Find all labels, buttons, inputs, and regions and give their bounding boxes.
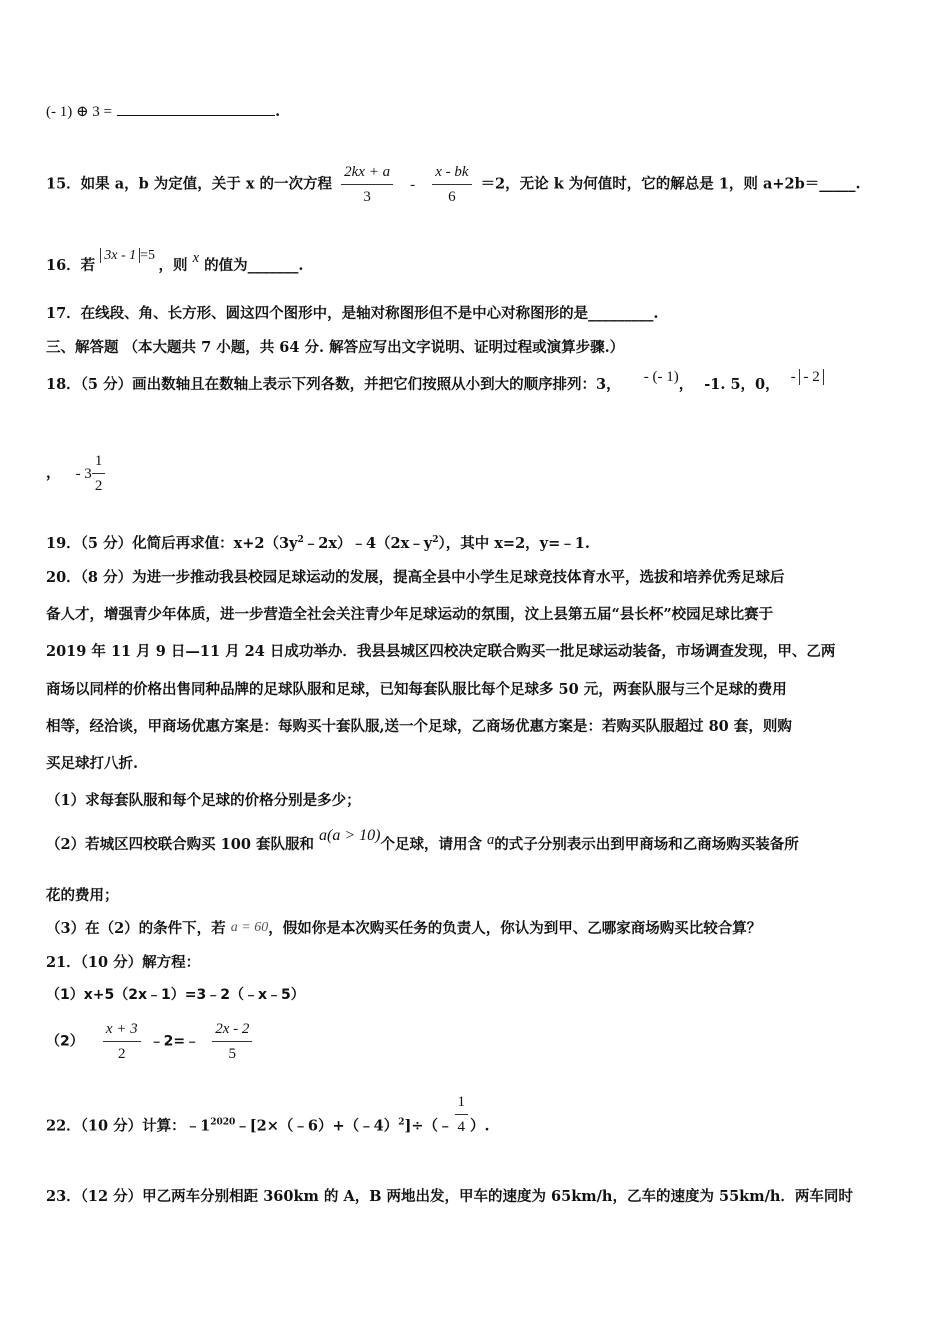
q18-line xyxy=(46,369,824,395)
q21-equation-2 xyxy=(46,1019,256,1064)
q21-e2-middle: ﹣2=﹣ xyxy=(149,1033,200,1050)
q20-p2-b: 个足球，请用含 xyxy=(380,836,482,853)
section-3-heading: 三、解答题 （本大题共 7 小题，共 64 分. 解答应写出文字说明、证明过程或演算步骤.） xyxy=(46,339,625,356)
q22-part-c: ]÷（﹣ xyxy=(404,1117,453,1135)
q15-frac1-denominator: 3 xyxy=(363,189,371,205)
q16-prefix: 16．若 xyxy=(46,257,96,274)
q21-e2-label: （2） xyxy=(46,1033,84,1050)
q16-equation xyxy=(100,248,158,263)
q19-part-b: ﹣2x）﹣4（2x﹣y xyxy=(303,535,433,552)
q18-line2-comma: ， xyxy=(46,464,61,482)
q16-line xyxy=(46,248,304,277)
q15-fraction-1 xyxy=(341,162,393,207)
q18-line-2 xyxy=(46,451,109,496)
q20-p2-expression: a(a > 10) xyxy=(319,827,381,844)
q20-p3-expression: a = 60 xyxy=(230,920,269,935)
q18-mid: -1. 5，0， xyxy=(704,376,780,393)
q19-sup-2: 2 xyxy=(432,535,439,546)
q22-frac-numerator: 1 xyxy=(455,1092,469,1115)
q15-suffix: ＝2，无论 k 为何值时，它的解总是 1，则 a+2b＝_____. xyxy=(480,175,861,193)
q19-sup-1: 2 xyxy=(297,535,304,546)
q18-mixed-number-fraction xyxy=(92,451,106,496)
q20-p3-a: （3）在（2）的条件下，若 xyxy=(46,920,226,937)
q21-e2-f1-numerator: x + 3 xyxy=(103,1019,141,1042)
q20-line-3: 2019 年 11 月 9 日—11 月 24 日成功举办．我县县城区四校决定联合购买一批足球运动装备，市场调查发现，甲、乙两 xyxy=(46,643,836,660)
q21-equation-1: （1）x+5（2x﹣1）=3﹣2（﹣x﹣5） xyxy=(46,987,305,1003)
q17-line: 17．在线段、角、长方形、圆这四个图形中，是轴对称图形但不是中心对称图形的是_________. xyxy=(46,305,659,322)
q21-e2-f1-denominator: 2 xyxy=(117,1046,126,1062)
q16-mid: ，则 xyxy=(158,257,188,274)
q20-line-2: 备人才，增强青少年体质，进一步营造全社会关注青少年足球运动的氛围，汶上县第五届“县长杯”校园足球比赛于 xyxy=(46,606,774,623)
q15-frac1-numerator: 2kx + a xyxy=(341,162,393,185)
q15-frac2-numerator: x - bk xyxy=(432,162,471,185)
q20-line-6: 买足球打八折. xyxy=(46,755,139,772)
q18-item-neg-abs xyxy=(791,369,824,385)
q14-tail-line xyxy=(46,101,280,122)
q14-end: . xyxy=(275,103,281,120)
q21-title: 21．（10 分）解方程： xyxy=(46,954,201,971)
q22-part-b: ﹣[2×（﹣6）+（﹣4） xyxy=(235,1117,399,1135)
q18-text: 18．（5 分）画出数轴且在数轴上表示下列各数，并把它们按照从小到大的顺序排列：3， xyxy=(46,376,621,393)
q16-abs-rest: =5 xyxy=(140,248,156,263)
q21-e2-f2-numerator: 2x - 2 xyxy=(212,1019,252,1042)
q21-e2-fraction-2 xyxy=(212,1019,252,1064)
q20-part-2-line-2: 花的费用； xyxy=(46,887,119,904)
q20-p3-b: ，假如你是本次购买任务的负责人，你认为到甲、乙哪家商场购买比较合算？ xyxy=(268,920,762,937)
q18-neg-sign: - xyxy=(790,369,796,385)
q22-line xyxy=(46,1094,490,1149)
q15-minus: - xyxy=(410,176,416,193)
q16-suffix: 的值为_______. xyxy=(204,257,304,274)
q21-e2-fraction-1 xyxy=(103,1019,141,1064)
q20-part-1: （1）求每套队服和每个足球的价格分别是多少； xyxy=(46,792,361,809)
q20-p2-a: （2）若城区四校联合购买 100 套队服和 xyxy=(46,836,314,853)
q18-mixed-denominator: 2 xyxy=(94,478,103,494)
q20-line-1: 20．（8 分）为进一步推动我县校园足球运动的发展，提高全县中小学生足球竞技体育水平，选拔和培养优秀足球后 xyxy=(46,569,785,586)
q21-e2-f2-denominator: 5 xyxy=(228,1046,237,1062)
q20-part-3 xyxy=(46,919,761,940)
q16-variable: x xyxy=(192,250,200,266)
q14-answer-blank xyxy=(117,101,275,116)
q19-line xyxy=(46,534,590,554)
q18-sep: ， xyxy=(678,376,694,393)
q20-p2-c: 的式子分别表示出到甲商场和乙商场购买装备所 xyxy=(494,836,799,853)
q18-mixed-numerator: 1 xyxy=(92,451,106,474)
q19-part-c: ），其中 x=2，y=﹣1. xyxy=(438,535,590,552)
q15-frac2-denominator: 6 xyxy=(448,189,456,205)
q18-mixed-number-whole: - 3 xyxy=(75,465,92,482)
q22-fraction xyxy=(455,1092,469,1137)
q22-frac-denominator: 4 xyxy=(457,1119,466,1135)
q15-fraction-2 xyxy=(432,162,471,207)
q22-part-a: 22．（10 分）计算：﹣1 xyxy=(46,1117,211,1135)
q22-sup-square: 2 xyxy=(398,1117,405,1128)
q23-line: 23．（12 分）甲乙两车分别相距 360km 的 A，B 两地出发，甲车的速度为 65km/h，乙车的速度为 55km/h．两车同时 xyxy=(46,1188,853,1205)
q18-item-neg-neg-one: - (- 1) xyxy=(643,369,679,385)
q20-p2-variable: a xyxy=(487,832,495,848)
q15-prefix: 15．如果 a，b 为定值，关于 x 的一次方程 xyxy=(46,175,333,193)
q20-line-5: 相等，经洽谈，甲商场优惠方案是：每购买十套队服,送一个足球，乙商场优惠方案是：若购买队服超过 80 套，则购 xyxy=(46,718,792,735)
q20-part-2 xyxy=(46,827,799,855)
q20-line-4: 商场以同样的价格出售同种品牌的足球队服和足球，已知每套队服比每个足球多 50 元，两套队服与三个足球的费用 xyxy=(46,681,787,698)
q16-abs-value: 3x - 1 xyxy=(100,248,140,263)
q19-part-a: 19．（5 分）化简后再求值：x+2（3y xyxy=(46,535,298,552)
q14-expression: (- 1) ⊕ 3 = xyxy=(46,104,113,120)
q18-abs-neg-two: - 2 xyxy=(799,369,823,385)
q15-line xyxy=(46,162,861,207)
q22-part-d: ）. xyxy=(470,1117,490,1135)
q22-sup-exponent: 2020 xyxy=(210,1117,236,1128)
